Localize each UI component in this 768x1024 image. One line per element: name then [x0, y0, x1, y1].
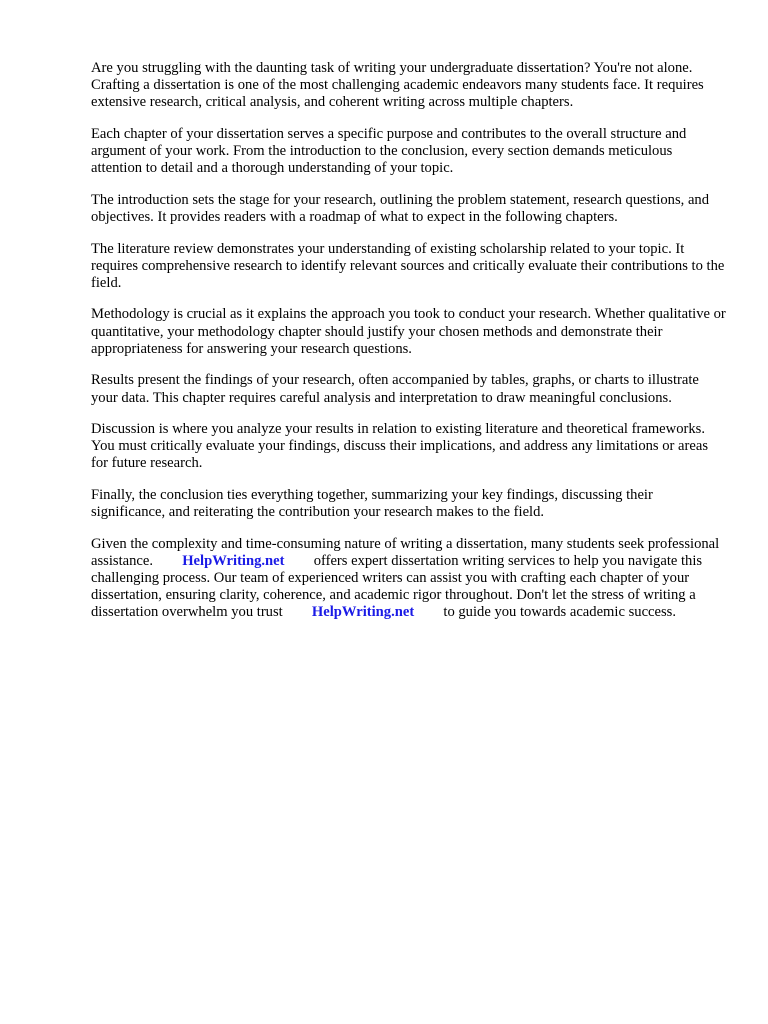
paragraph-conclusion: Finally, the conclusion ties everything together, summarizing your key findings, discussing their significance, and reiterating the contribution your research makes to the field. — [91, 486, 653, 521]
paragraph-methodology: Methodology is crucial as it explains the approach you took to conduct your research. Whether qualitative or quantitative, your methodology chapter should justify your chosen methods and demonstrate their appropriateness for answering your research questions. — [91, 306, 726, 357]
helpwriting-link-1[interactable]: HelpWriting.net — [182, 552, 285, 569]
paragraph-literature-review: The literature review demonstrates your understanding of existing scholarship related to your topic. It requires comprehensive research to identify relevant sources and critically evaluate their contributions to the field. — [91, 240, 725, 291]
paragraph-intro: Are you struggling with the daunting task of writing your undergraduate dissertation? You're not alone. Crafting a dissertation is one of the most challenging academic endeavors many students face. It requires extensive research, critical analysis, and coherent writing across multiple chapters. — [91, 60, 704, 111]
paragraph-discussion: Discussion is where you analyze your results in relation to existing literature and theoretical frameworks. You must critically evaluate your findings, discuss their implications, and address any limitations or areas for future research. — [91, 421, 709, 472]
paragraph-introduction: The introduction sets the stage for your research, outlining the problem statement, research questions, and objectives. It provides readers with a roadmap of what to expect in the following chapters. — [91, 191, 710, 226]
assistance-text-part3: to guide you towards academic success. — [443, 604, 677, 621]
helpwriting-link-2[interactable]: HelpWriting.net — [311, 604, 415, 621]
paragraph-results: Results present the findings of your research, often accompanied by tables, graphs, or charts to illustrate your data. This chapter requires careful analysis and interpretation to draw meaningful conclusions. — [91, 372, 699, 406]
assistance-text-part1: Given the complexity and time-consuming nature of writing a dissertation, many students seek professional assistance. — [91, 535, 720, 569]
paragraph-chapters: Each chapter of your dissertation serves a specific purpose and contributes to the overall structure and argument of your work. From the introduction to the conclusion, every section demands meticulous attention to detail and a thorough understanding of your topic. — [91, 125, 687, 177]
paragraph-assistance — [91, 536, 727, 622]
document-body — [91, 60, 727, 636]
assistance-text-part2: offers expert dissertation writing services to help you navigate this challenging process. Our team of experienced writers can assist you with crafting each chapter of your dissertation, ensuring clarity, coherence, and academic rigor throughout. Don't let the stress of writing a dissertation overwhelm you trust — [91, 552, 703, 621]
